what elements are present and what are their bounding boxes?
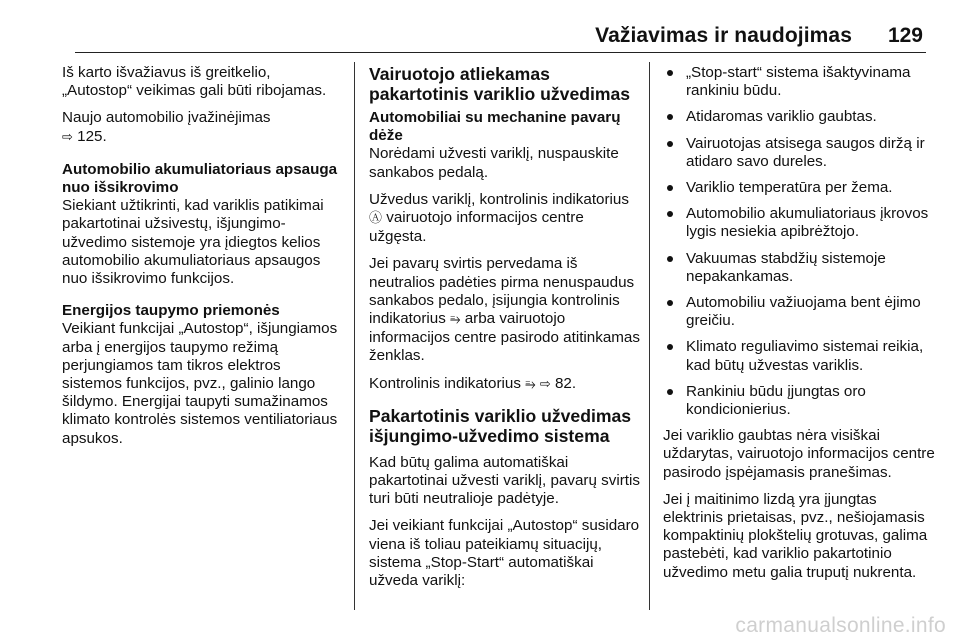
paragraph-neutral-position: Kad būtų galima automatiškai pakartotinai užvesti variklį, pavarų svirtis turi būti neutralioje padėtyje. [369, 453, 640, 508]
paragraph-press-clutch: Norėdami užvesti variklį, nuspauskite sankabos pedalą. [369, 145, 619, 181]
column-divider-1 [354, 62, 355, 610]
list-item-text: Variklio temperatūra per žema. [686, 179, 893, 197]
list-item-text: Rankiniu būdu įjungtas oro kondicionierius. [686, 382, 866, 419]
bullet-icon [667, 389, 673, 395]
list-item [663, 64, 935, 100]
page-ref-82[interactable]: 82. [554, 374, 577, 392]
shift-indicator-icon-2: ⥱ [525, 376, 536, 392]
paragraph-indicator-ref [369, 375, 641, 394]
paragraph-running-in [62, 109, 344, 146]
paragraph-indicator-off-b: vairuotojo informacijos centre užgęsta. [369, 209, 584, 246]
column-right [663, 64, 935, 591]
bullet-icon [667, 114, 673, 120]
subheading-battery-protection: Automobilio akumuliatoriaus apsauga nuo išsikrovimo [62, 160, 338, 197]
heading-driver-restart: Vairuotojo atliekamas pakartotinis variklio užvedimas [369, 64, 631, 104]
paragraph-bonnet-warning: Jei variklio gaubtas nėra visiškai uždarytas, vairuotojo informacijos centre pasirodo įspėjamasis pranešimas. [663, 427, 935, 481]
bullet-icon [667, 344, 673, 350]
paragraph-power-socket: Jei į maitinimo lizdą yra įjungtas elektrinis prietaisas, pvz., nešiojamasis kompaktinių plokštelių grotuvas, galima pastebėti, kad variklio pakartotinio užvedimo metu galia truputį nukrenta. [663, 490, 928, 581]
page-number: 129 [887, 24, 923, 47]
paragraph-shift-indicator-a: Jei pavarų svirtis pervedama iš neutralios padėties pirma nenuspaudus sankabos pedalo, įsijungia kontrolinis indikatorius [369, 255, 635, 328]
list-item-text: Automobiliu važiuojama bent ėjimo greičiu. [686, 294, 921, 330]
bullet-icon [667, 141, 673, 147]
bullet-icon [667, 70, 673, 76]
paragraph-shift-indicator [369, 255, 641, 365]
paragraph-indicator-off [369, 191, 641, 247]
watermark: carmanualsonline.info [735, 614, 946, 637]
list-item [663, 135, 935, 171]
bullet-icon [667, 185, 673, 191]
list-item [663, 250, 935, 286]
list-item-text: Vairuotojas atsisega saugos diržą ir atidaro savo dureles. [686, 134, 925, 170]
paragraph-auto-restart-situations: Jei veikiant funkcijai „Autostop“ susidaro viena iš toliau pateikiamų situacijų, sistema „Stop-Start“ automatiškai užveda variklį: [369, 517, 640, 590]
list-item-text: Automobilio akumuliatoriaus įkrovos lygis nesiekia apibrėžtojo. [686, 205, 929, 241]
paragraph-shift-indicator-b: arba vairuotojo informacijos centre pasirodo atitinkamas ženklas. [369, 310, 640, 365]
list-item [663, 294, 935, 330]
subheading-manual-gearbox: Automobiliai su mechanine pavarų dėže [369, 109, 621, 145]
paragraph-energy-saving: Veikiant funkcijai „Autostop“, išjungiamos arba į energijos taupymo režimą perjungiamos tam tikros elektros sistemos funkcijos, pvz., galinio lango šildymo. Energijai taupyti sumažinamos klimato kontrolės sistemos ventiliatoriaus apsukos. [62, 320, 338, 447]
shift-indicator-icon: ⥱ [450, 312, 461, 328]
list-item [663, 108, 935, 126]
bullet-icon [667, 211, 673, 217]
page-ref-125[interactable]: 125. [77, 127, 107, 145]
chapter-title: Važiavimas ir naudojimas [595, 24, 852, 47]
paragraph-running-in-text: Naujo automobilio įvažinėjimas [62, 109, 271, 127]
bullet-icon [667, 256, 673, 262]
list-item [663, 383, 935, 419]
list-item-text: Vakuumas stabdžių sistemoje nepakankamas. [686, 249, 886, 285]
page-ref-icon: ⇨ [62, 129, 73, 145]
subheading-energy-saving: Energijos taupymo priemonės [62, 302, 280, 320]
list-item-text: Atidaromas variklio gaubtas. [686, 108, 877, 126]
paragraph-indicator-ref-text: Kontrolinis indikatorius [369, 374, 521, 392]
page-header [0, 0, 960, 54]
bullet-icon [667, 300, 673, 306]
paragraph-autostop-limit: Iš karto išvažiavus iš greitkelio, „Autostop“ veikimas gali būti ribojamas. [62, 64, 327, 100]
column-middle [369, 64, 641, 599]
heading-auto-restart: Pakartotinis variklio užvedimas išjungimo-užvedimo sistema [369, 405, 632, 446]
list-item-text: „Stop-start“ sistema išaktyvinama rankiniu būdu. [686, 64, 911, 100]
column-left [62, 64, 344, 457]
list-item [663, 205, 935, 241]
column-divider-2 [649, 62, 650, 610]
page-ref-icon-2: ⇨ [539, 376, 551, 392]
autostop-indicator-icon: Ⓐ [369, 211, 383, 227]
list-item [663, 179, 935, 197]
paragraph-indicator-off-a: Užvedus variklį, kontrolinis indikatorius [369, 190, 629, 208]
paragraph-battery-protection: Siekiant užtikrinti, kad variklis patikimai pakartotinai užsivestų, išjungimo-užvedimo sistemoje yra įdiegtos kelios automobilio akumuliatoriaus apsaugos nuo išsikrovimo funkcijos. [62, 197, 324, 288]
restart-conditions-list [663, 64, 935, 419]
list-item-text: Klimato reguliavimo sistemai reikia, kad būtų užvestas variklis. [686, 338, 924, 374]
list-item [663, 338, 935, 374]
header-divider [75, 52, 926, 53]
